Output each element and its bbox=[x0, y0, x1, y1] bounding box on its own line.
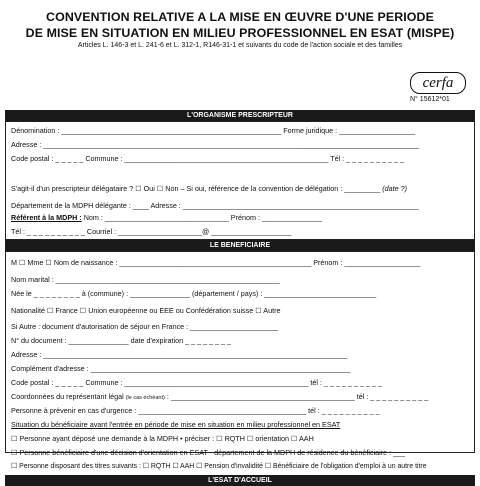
code-postal-commune-field[interactable]: Code postal : _ _ _ _ _ Commune : ______________________________________________ tél : _ _ _ _ _ _ _ _ _ _ bbox=[11, 378, 382, 387]
adresse-field[interactable]: Adresse : ______________________________________________________________________________________________ bbox=[11, 140, 420, 149]
form-title-line2: DE MISE EN SITUATION EN MILIEU PROFESSIONNEL EN ESAT (MISPE) bbox=[25, 26, 455, 40]
civilite-nom-field[interactable]: M ☐ Mme ☐ Nom de naissance : ________________________________________________ Prénom : ___________________ bbox=[11, 258, 421, 267]
adresse-field[interactable]: Adresse : ____________________________________________________________________________ bbox=[11, 350, 348, 359]
delegataire-text: S'agit-il d'un prescripteur délégataire ? ☐ Oui ☐ Non – Si oui, référence de la convention de délégation : _________ bbox=[11, 184, 383, 193]
situation-orientation-option[interactable]: ☐ Personne bénéficiaire d'une décision d'orientation en ESAT - département de la MDPH de résidence du bénéficiaire : ___ bbox=[11, 448, 406, 457]
section-box bbox=[5, 121, 475, 240]
section-heading: L'ORGANISME PRESCRIPTEUR bbox=[5, 110, 475, 121]
section-heading: LE BENEFICIAIRE bbox=[5, 240, 475, 251]
date-hint: (date ?) bbox=[382, 184, 408, 193]
section-esat-heading: L'ESAT D'ACCUEIL bbox=[5, 475, 475, 486]
mdph-delegante-field[interactable]: Département de la MDPH délégante : ____ Adresse : ___________________________________________________________ bbox=[11, 201, 419, 210]
document-field[interactable]: N° du document : _______________ date d'expiration _ _ _ _ _ _ _ _ bbox=[11, 336, 232, 345]
delegataire-question[interactable] bbox=[11, 184, 407, 193]
form-legal-references: Articles L. 146-3 et L. 241-6 et L. 312-1, R146-31-1 et suivants du code de l'action sociale et des familles bbox=[77, 42, 403, 49]
contact-urgence-field[interactable]: Personne à prévenir en cas d'urgence : __________________________________________ tél : _ _ _ _ _ _ _ _ _ _ bbox=[11, 406, 380, 415]
naissance-field[interactable]: Née le _ _ _ _ _ _ _ _ à (commune) : _______________ (département / pays) : ____________________________ bbox=[11, 289, 377, 298]
representant-legal-field[interactable] bbox=[11, 392, 428, 401]
denomination-field[interactable]: Dénomination : _______________________________________________________ Forme juridique : ___________________ bbox=[11, 126, 416, 135]
cerfa-logo: cerfa bbox=[410, 72, 466, 94]
code-postal-field[interactable]: Code postal : _ _ _ _ _ Commune : ___________________________________________________ Tél : _ _ _ _ _ _ _ _ _ _ bbox=[11, 154, 405, 163]
situation-titres-option[interactable]: ☐ Personne disposant des titres suivants : ☐ RQTH ☐ AAH ☐ Pension d'invalidité ☐ Bénéficiaire de l'obligation d'emploi à un autre titre bbox=[11, 463, 427, 470]
cerfa-form-number: N° 15612*01 bbox=[410, 96, 450, 103]
referent-mdph-field[interactable] bbox=[11, 213, 322, 222]
tel-courriel-field[interactable]: Tél : _ _ _ _ _ _ _ _ _ _ Courriel : _____________________@ ____________________ bbox=[11, 227, 292, 236]
referent-name: Nom : _______________________________ Prénom : _______________ bbox=[81, 213, 322, 222]
representant-hint: (le cas échéant) bbox=[125, 395, 165, 401]
representant-label: Coordonnées du représentant légal bbox=[11, 392, 126, 401]
situation-heading: Situation du bénéficiaire avant l'entrée en période de mise en situation en milieu professionnel en ESAT bbox=[11, 420, 341, 429]
representant-line: : ______________________________________________ tél : _ _ _ _ _ _ _ _ _ _ bbox=[164, 392, 429, 401]
referent-label: Référent à la MDPH : bbox=[11, 213, 82, 222]
form-title-line1: CONVENTION RELATIVE A LA MISE EN ŒUVRE D'UNE PERIODE bbox=[46, 10, 434, 24]
complement-adresse-field[interactable]: Complément d'adresse : _________________________________________________________________ bbox=[11, 364, 351, 373]
nom-marital-field[interactable]: Nom marital : ________________________________________________________ bbox=[11, 275, 280, 284]
situation-demande-option[interactable]: ☐ Personne ayant déposé une demande à la MDPH • préciser : ☐ RQTH ☐ orientation ☐ AAH bbox=[11, 434, 314, 443]
autorisation-sejour-field[interactable]: Si Autre : document d'autorisation de séjour en France : ______________________ bbox=[11, 322, 279, 331]
nationalite-options[interactable]: Nationalité ☐ France ☐ Union européenne ou EEE ou Confédération suisse ☐ Autre bbox=[11, 306, 281, 315]
